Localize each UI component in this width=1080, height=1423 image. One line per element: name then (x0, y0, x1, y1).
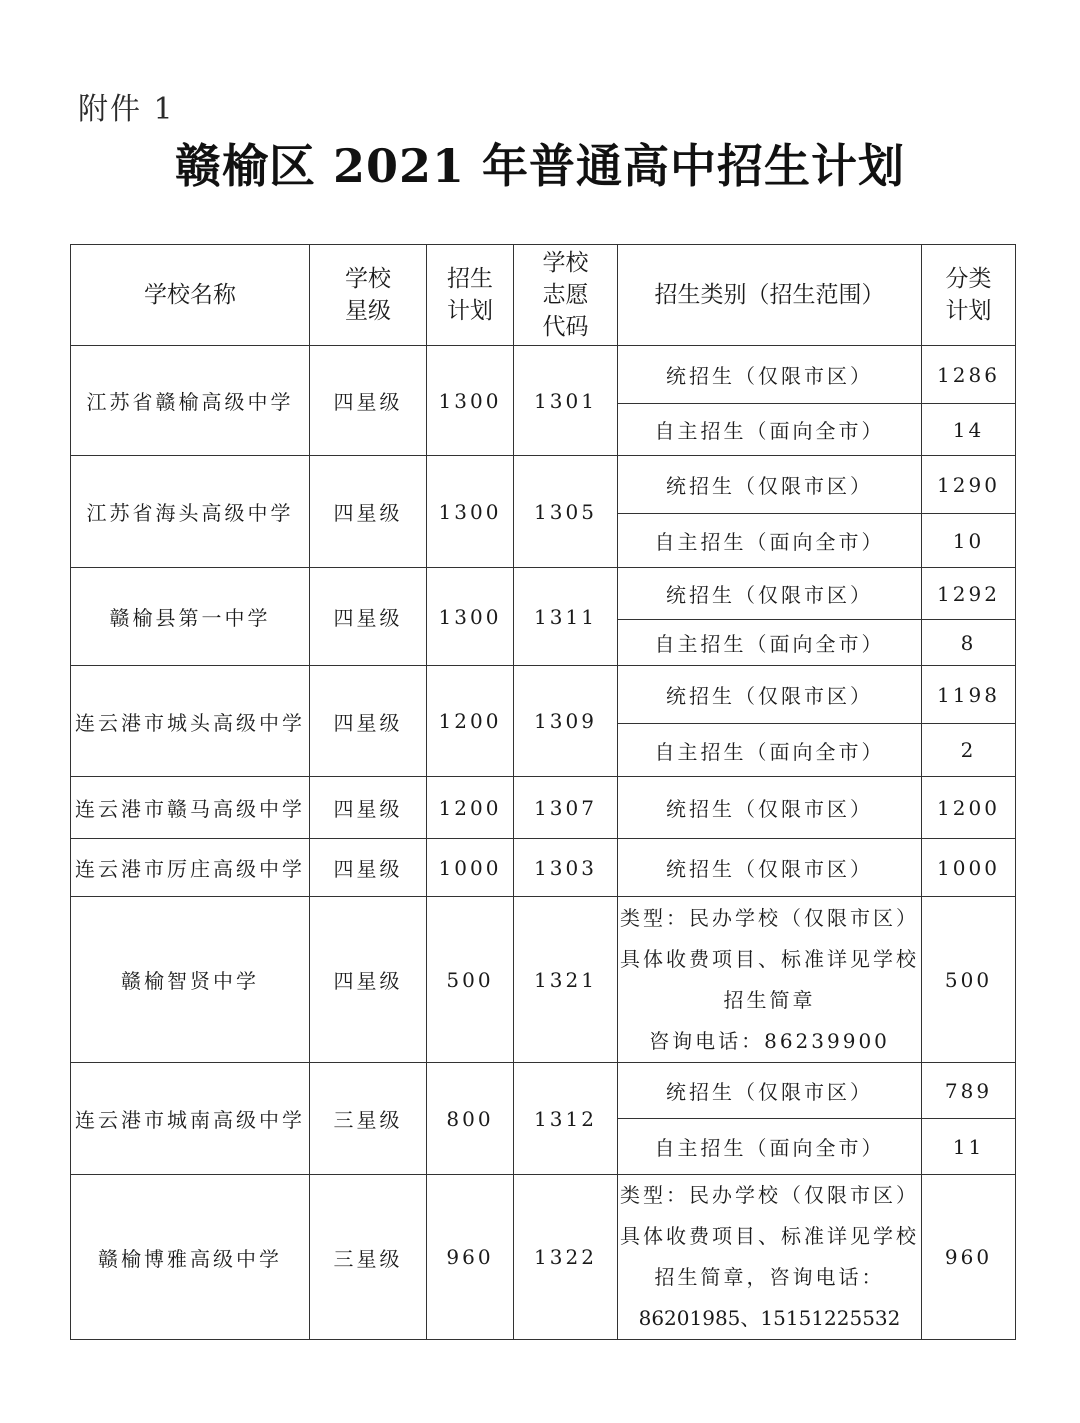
enroll-plan-cell: 1300 (427, 346, 514, 456)
header-star-level: 学校 星级 (310, 245, 427, 346)
category-cell: 自主招生（面向全市） (618, 620, 922, 666)
enrollment-plan-table (70, 244, 1016, 1340)
note-line: 具体收费项目、标准详见学校 (620, 1224, 919, 1248)
sub-plan-cell: 10 (922, 514, 1016, 568)
enroll-plan-cell: 1300 (427, 456, 514, 568)
category-cell: 自主招生（面向全市） (618, 724, 922, 777)
sub-plan-cell: 2 (922, 724, 1016, 777)
sub-plan-cell: 789 (922, 1063, 1016, 1119)
table-row (71, 568, 1016, 620)
sub-plan-cell: 1200 (922, 777, 1016, 839)
star-level-cell: 四星级 (310, 777, 427, 839)
school-code-cell: 1321 (514, 897, 618, 1063)
header-category: 招生类别（招生范围） (618, 245, 922, 346)
note-line: 具体收费项目、标准详见学校 (620, 946, 919, 971)
sub-plan-cell: 960 (922, 1175, 1016, 1340)
header-school-name: 学校名称 (71, 245, 310, 346)
category-cell: 统招生（仅限市区） (618, 666, 922, 724)
category-cell: 自主招生（面向全市） (618, 404, 922, 456)
sub-plan-cell: 1286 (922, 346, 1016, 404)
note-line: 86201985、15151225532 (638, 1306, 901, 1330)
header-school-code: 学校 志愿 代码 (514, 245, 618, 346)
attachment-label: 附件 1 (78, 92, 175, 127)
sub-plan-cell: 1292 (922, 568, 1016, 620)
enroll-plan-cell: 1000 (427, 839, 514, 897)
table-row (71, 346, 1016, 404)
category-note-cell (618, 1175, 922, 1340)
category-cell: 统招生（仅限市区） (618, 777, 922, 839)
school-name-cell: 连云港市城南高级中学 (71, 1063, 310, 1175)
header-enroll-plan: 招生 计划 (427, 245, 514, 346)
sub-plan-cell: 8 (922, 620, 1016, 666)
school-code-cell: 1307 (514, 777, 618, 839)
enroll-plan-cell: 1200 (427, 777, 514, 839)
table-row (71, 456, 1016, 514)
enroll-plan-cell: 800 (427, 1063, 514, 1175)
star-level-cell: 四星级 (310, 839, 427, 897)
category-cell: 统招生（仅限市区） (618, 456, 922, 514)
enroll-plan-cell: 1300 (427, 568, 514, 666)
star-level-cell: 三星级 (310, 1063, 427, 1175)
note-line: 咨询电话：86239900 (649, 1028, 890, 1053)
star-level-cell: 四星级 (310, 568, 427, 666)
school-code-cell: 1301 (514, 346, 618, 456)
table-row (71, 666, 1016, 724)
category-note-cell (618, 897, 922, 1063)
school-code-cell: 1305 (514, 456, 618, 568)
school-name-cell: 江苏省赣榆高级中学 (71, 346, 310, 456)
star-level-cell: 四星级 (310, 666, 427, 777)
school-code-cell: 1322 (514, 1175, 618, 1340)
school-name-cell: 赣榆智贤中学 (71, 897, 310, 1063)
sub-plan-cell: 11 (922, 1119, 1016, 1175)
note-line: 招生简章 (723, 987, 816, 1012)
school-name-cell: 连云港市城头高级中学 (71, 666, 310, 777)
category-cell: 自主招生（面向全市） (618, 1119, 922, 1175)
star-level-cell: 四星级 (310, 346, 427, 456)
sub-plan-cell: 1198 (922, 666, 1016, 724)
school-code-cell: 1312 (514, 1063, 618, 1175)
category-cell: 统招生（仅限市区） (618, 346, 922, 404)
school-name-cell: 连云港市厉庄高级中学 (71, 839, 310, 897)
note-line: 类型：民办学校（仅限市区） (620, 905, 919, 930)
star-level-cell: 三星级 (310, 1175, 427, 1340)
school-code-cell: 1303 (514, 839, 618, 897)
table-row (71, 1063, 1016, 1119)
school-code-cell: 1309 (514, 666, 618, 777)
enroll-plan-cell: 1200 (427, 666, 514, 777)
sub-plan-cell: 500 (922, 897, 1016, 1063)
note-line: 类型：民办学校（仅限市区） (620, 1183, 919, 1207)
school-code-cell: 1311 (514, 568, 618, 666)
table-row (71, 1175, 1016, 1340)
school-name-cell: 连云港市赣马高级中学 (71, 777, 310, 839)
category-cell: 统招生（仅限市区） (618, 1063, 922, 1119)
category-cell: 统招生（仅限市区） (618, 568, 922, 620)
star-level-cell: 四星级 (310, 456, 427, 568)
school-name-cell: 赣榆博雅高级中学 (71, 1175, 310, 1340)
sub-plan-cell: 1290 (922, 456, 1016, 514)
enroll-plan-cell: 960 (427, 1175, 514, 1340)
table-row (71, 777, 1016, 839)
school-name-cell: 江苏省海头高级中学 (71, 456, 310, 568)
category-cell: 统招生（仅限市区） (618, 839, 922, 897)
document-title: 赣榆区 2021 年普通高中招生计划 (174, 139, 906, 193)
table-row (71, 897, 1016, 1063)
school-name-cell: 赣榆县第一中学 (71, 568, 310, 666)
category-cell: 自主招生（面向全市） (618, 514, 922, 568)
note-line: 招生简章，咨询电话： (654, 1265, 885, 1289)
sub-plan-cell: 14 (922, 404, 1016, 456)
star-level-cell: 四星级 (310, 897, 427, 1063)
table-header-row (71, 245, 1016, 346)
enroll-plan-cell: 500 (427, 897, 514, 1063)
sub-plan-cell: 1000 (922, 839, 1016, 897)
header-sub-plan: 分类 计划 (922, 245, 1016, 346)
table-row (71, 839, 1016, 897)
